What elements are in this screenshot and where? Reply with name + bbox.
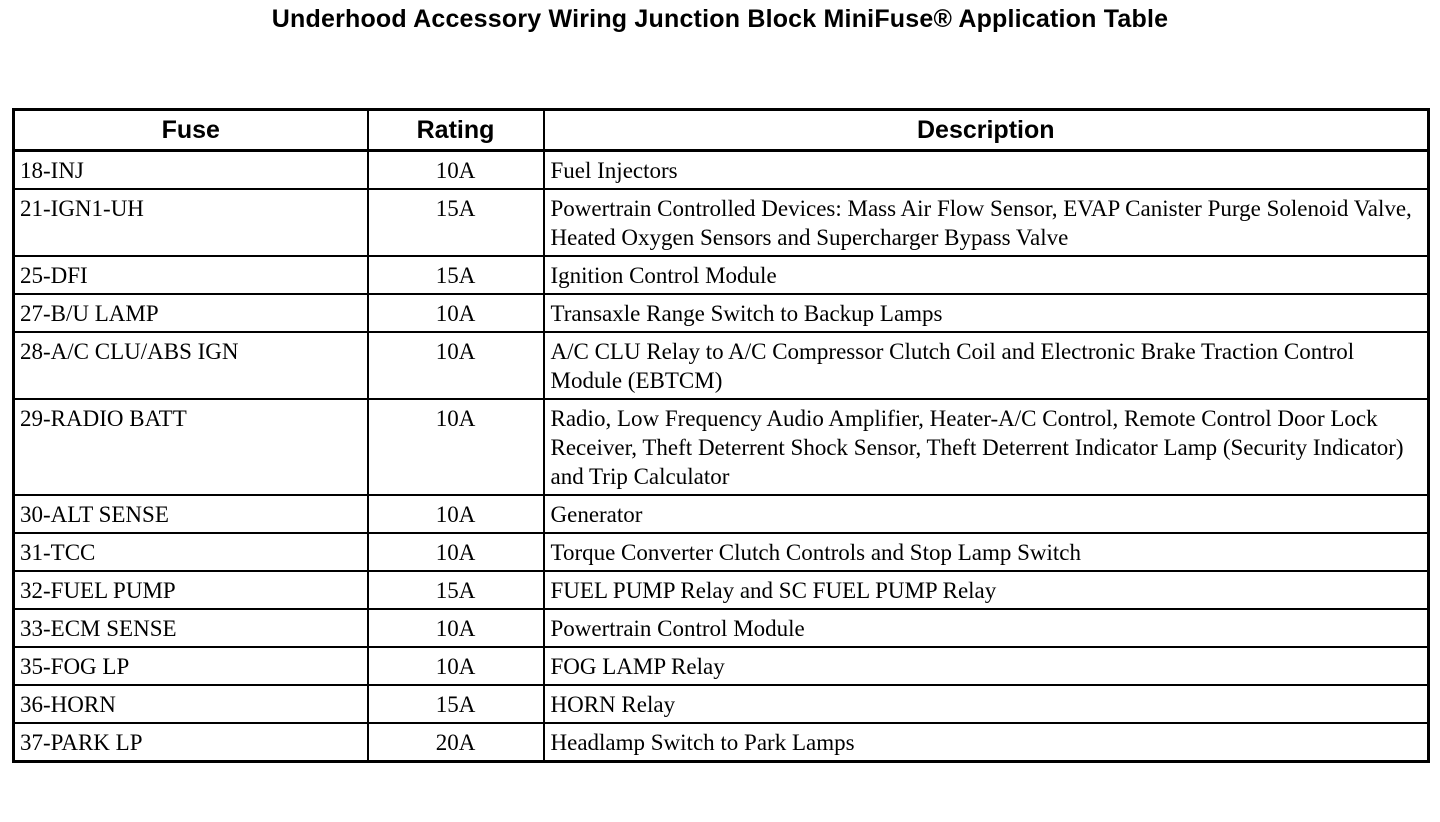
rating-cell: 10A [368, 609, 544, 647]
table-row [14, 189, 1429, 256]
column-header-description: Description [544, 110, 1429, 151]
column-header-rating: Rating [368, 110, 544, 151]
description-cell: FOG LAMP Relay [544, 647, 1429, 685]
description-cell: Powertrain Control Module [544, 609, 1429, 647]
rating-cell: 10A [368, 294, 544, 332]
table-row [14, 294, 1429, 332]
rating-cell: 20A [368, 723, 544, 762]
fuse-cell: 27-B/U LAMP [14, 294, 368, 332]
rating-cell: 15A [368, 189, 544, 256]
page-title: Underhood Accessory Wiring Junction Block MiniFuse® Application Table [271, 5, 1169, 33]
description-cell: Powertrain Controlled Devices: Mass Air Flow Sensor, EVAP Canister Purge Solenoid Valve, Heated Oxygen Sensors and Supercharger Bypass Valve [544, 189, 1429, 256]
table-row [14, 399, 1429, 495]
description-cell: Generator [544, 495, 1429, 533]
fuse-cell: 35-FOG LP [14, 647, 368, 685]
description-cell: Torque Converter Clutch Controls and Stop Lamp Switch [544, 533, 1429, 571]
fuse-cell: 36-HORN [14, 685, 368, 723]
fuse-cell: 31-TCC [14, 533, 368, 571]
fuse-cell: 25-DFI [14, 256, 368, 294]
rating-cell: 10A [368, 647, 544, 685]
table-row [14, 332, 1429, 399]
rating-cell: 15A [368, 256, 544, 294]
description-cell: Transaxle Range Switch to Backup Lamps [544, 294, 1429, 332]
rating-cell: 15A [368, 685, 544, 723]
fuse-cell: 18-INJ [14, 151, 368, 190]
description-cell: Radio, Low Frequency Audio Amplifier, Heater-A/C Control, Remote Control Door Lock Receiver, Theft Deterrent Shock Sensor, Theft Deterrent Indicator Lamp (Security Indicator) and Trip Calculator [544, 399, 1429, 495]
fuse-cell: 21-IGN1-UH [14, 189, 368, 256]
rating-cell: 10A [368, 332, 544, 399]
rating-cell: 10A [368, 399, 544, 495]
table-row [14, 495, 1429, 533]
header-row [14, 110, 1429, 151]
rating-cell: 10A [368, 533, 544, 571]
column-header-fuse: Fuse [14, 110, 368, 151]
description-cell: FUEL PUMP Relay and SC FUEL PUMP Relay [544, 571, 1429, 609]
table-body [14, 151, 1429, 762]
table-header [14, 110, 1429, 151]
rating-cell: 10A [368, 151, 544, 190]
description-cell: A/C CLU Relay to A/C Compressor Clutch Coil and Electronic Brake Traction Control Module (EBTCM) [544, 332, 1429, 399]
table-row [14, 533, 1429, 571]
fuse-cell: 30-ALT SENSE [14, 495, 368, 533]
table-row [14, 609, 1429, 647]
table-row [14, 647, 1429, 685]
fuse-cell: 28-A/C CLU/ABS IGN [14, 332, 368, 399]
fuse-application-table-container [12, 108, 1430, 763]
table-row [14, 151, 1429, 190]
fuse-cell: 33-ECM SENSE [14, 609, 368, 647]
description-cell: Headlamp Switch to Park Lamps [544, 723, 1429, 762]
fuse-cell: 29-RADIO BATT [14, 399, 368, 495]
table-row [14, 723, 1429, 762]
description-cell: Ignition Control Module [544, 256, 1429, 294]
fuse-application-table [12, 108, 1430, 763]
table-row [14, 571, 1429, 609]
table-row [14, 685, 1429, 723]
rating-cell: 15A [368, 571, 544, 609]
fuse-cell: 32-FUEL PUMP [14, 571, 368, 609]
rating-cell: 10A [368, 495, 544, 533]
table-row [14, 256, 1429, 294]
description-cell: Fuel Injectors [544, 151, 1429, 190]
description-cell: HORN Relay [544, 685, 1429, 723]
fuse-cell: 37-PARK LP [14, 723, 368, 762]
